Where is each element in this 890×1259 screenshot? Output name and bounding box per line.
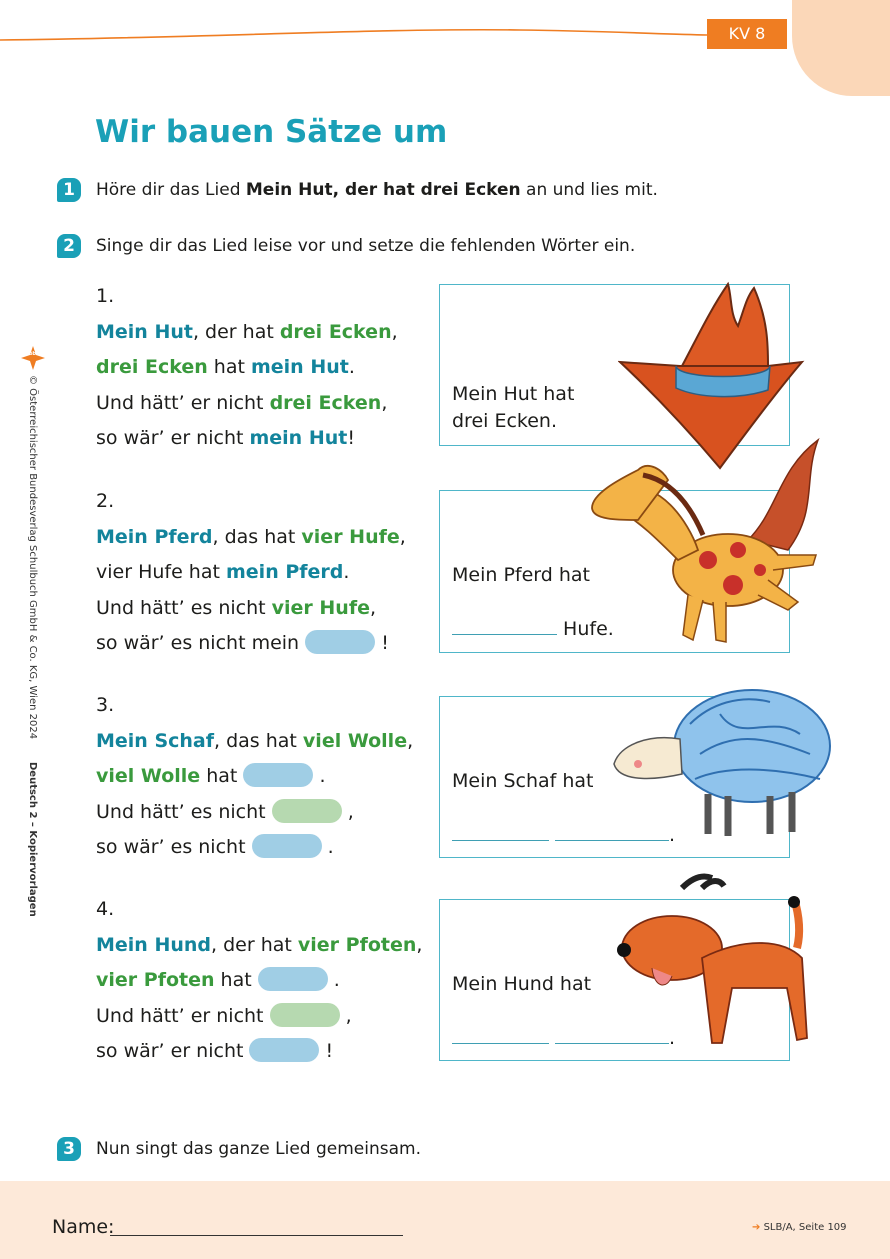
horse-illustration xyxy=(588,430,828,655)
verse-number: 3. xyxy=(96,694,115,716)
verse-line: Mein Hund, der hat vier Pfoten, xyxy=(96,933,423,956)
answer-box-schaf-text: Mein Schaf hat . xyxy=(452,770,676,846)
task-1-text xyxy=(96,180,658,200)
fill-blank[interactable] xyxy=(258,967,328,991)
verse-1 xyxy=(96,279,398,457)
fill-blank[interactable] xyxy=(249,1038,319,1062)
verse-line: Mein Schaf, das hat viel Wolle, xyxy=(96,729,414,752)
verse-line: vier Hufe hat mein Pferd. xyxy=(96,561,350,584)
task-3-text: Nun singt das ganze Lied gemeinsam. xyxy=(96,1139,421,1159)
fill-blank[interactable] xyxy=(243,763,313,787)
logo-text: öbv xyxy=(29,351,40,357)
verse-line: vier Pfoten hat . xyxy=(96,969,340,992)
task-2-text: Singe dir das Lied leise vor und setze die fehlenden Wörter ein. xyxy=(96,236,636,256)
page-title: Wir bauen Sätze um xyxy=(95,114,448,150)
task-number-1: 1 xyxy=(57,178,81,202)
name-label: Name: xyxy=(52,1216,115,1238)
verse-line: Mein Hut, der hat drei Ecken, xyxy=(96,320,398,343)
star-logo-icon xyxy=(20,345,46,371)
song-title: Mein Hut, der hat drei Ecken xyxy=(245,180,521,200)
answer-box-pferd-text: Mein Pferd hat Hufe. xyxy=(452,564,614,640)
sheep-illustration xyxy=(610,684,840,849)
verse-line: Mein Pferd, das hat vier Hufe, xyxy=(96,525,406,548)
answer-line[interactable] xyxy=(452,822,549,841)
verse-2 xyxy=(96,484,406,662)
verse-number: 4. xyxy=(96,898,115,920)
answer-line[interactable] xyxy=(452,616,557,635)
verse-line: Und hätt’ er nicht drei Ecken, xyxy=(96,391,388,414)
page-reference: ➔ SLB/A, Seite 109 xyxy=(752,1222,847,1233)
verse-line: so wär’ er nicht ! xyxy=(96,1040,334,1063)
series-text: Deutsch 2 – Kopiervorlagen xyxy=(27,762,38,917)
corner-decoration xyxy=(792,0,890,96)
verse-line: Und hätt’ er nicht , xyxy=(96,1004,352,1027)
answer-box-hut-text: Mein Hut hat drei Ecken. xyxy=(452,383,575,432)
verse-line: Und hätt’ es nicht vier Hufe, xyxy=(96,596,377,619)
fill-blank[interactable] xyxy=(272,799,342,823)
verse-line: so wär’ er nicht mein Hut! xyxy=(96,427,355,450)
answer-box-hund-text: Mein Hund hat . xyxy=(452,973,676,1049)
verse-line: Und hätt’ es nicht , xyxy=(96,800,354,823)
fill-blank[interactable] xyxy=(305,630,375,654)
dog-illustration xyxy=(612,868,832,1058)
verse-line: viel Wolle hat . xyxy=(96,765,326,788)
arrow-right-icon: ➔ xyxy=(752,1222,764,1233)
verse-number: 1. xyxy=(96,285,115,307)
fill-blank[interactable] xyxy=(270,1003,340,1027)
kv-badge: KV 8 xyxy=(707,19,787,49)
verse-3 xyxy=(96,688,413,866)
verse-4 xyxy=(96,892,422,1070)
task-1-text-a: Höre dir das Lied xyxy=(96,180,246,200)
task-1-text-b: an und lies mit. xyxy=(520,180,658,200)
name-field[interactable] xyxy=(110,1235,403,1236)
verse-number: 2. xyxy=(96,490,115,512)
footer xyxy=(0,1181,890,1259)
task-number-3: 3 xyxy=(57,1137,81,1161)
verse-line: so wär’ es nicht mein ! xyxy=(96,632,389,655)
verse-line: drei Ecken hat mein Hut. xyxy=(96,356,355,379)
fill-blank[interactable] xyxy=(252,834,322,858)
copyright-text: © Österreichischer Bundesverlag Schulbuch GmbH & Co. KG, Wien 2024 xyxy=(27,375,38,740)
verse-line: so wär’ es nicht . xyxy=(96,836,334,859)
publisher-logo xyxy=(20,345,46,371)
answer-line[interactable] xyxy=(452,1025,549,1044)
task-number-2: 2 xyxy=(57,234,81,258)
